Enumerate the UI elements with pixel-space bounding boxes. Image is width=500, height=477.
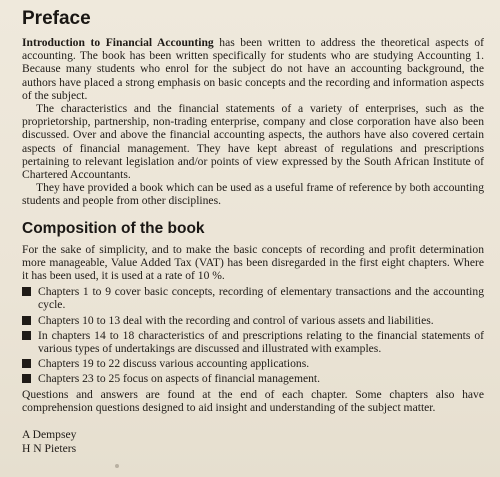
square-bullet-icon [22, 316, 31, 325]
list-item [22, 357, 484, 370]
list-item-text: Chapters 19 to 22 discuss various accounting applications. [38, 357, 310, 371]
square-bullet-icon [22, 374, 31, 383]
page-content [22, 6, 484, 455]
list-item-text: Chapters 10 to 13 deal with the recording and control of various assets and liabilities. [38, 313, 434, 327]
list-item [22, 372, 484, 385]
closing-paragraph: Questions and answers are found at the end of each chapter. Some chapters also have comprehension questions designed to aid insight and understanding of the subject matter. [22, 387, 484, 414]
list-item [22, 314, 484, 327]
list-item-text: Chapters 23 to 25 focus on aspects of financial management. [38, 372, 321, 386]
square-bullet-icon [22, 359, 31, 368]
list-item-text: Chapters 1 to 9 cover basic concepts, recording of elementary transactions and the accounting cycle. [38, 285, 484, 312]
composition-heading: Composition of the book [22, 219, 205, 237]
chapter-list [22, 285, 484, 385]
preface-paragraph-2: The characteristics and the financial statements of a variety of enterprises, such as the proprietorship, partnership, non-trading enterprise, company and close corporation have also been discussed. Over and above the financial accounting aspects, the authors have also covered certain aspects of financial management. They have kept abreast of regulations and prescriptions pertaining to relevant legislation and/or points of view expressed by the South African Institute of Chartered Accountants. [22, 102, 484, 182]
list-item [22, 285, 484, 311]
list-item [22, 329, 484, 355]
author-name: A Dempsey [22, 428, 77, 442]
list-item-text: In chapters 14 to 18 characteristics of and prescriptions relating to the financial statements of various types of undertakings are discussed and illustrated with examples. [38, 328, 484, 356]
book-title: Introduction to Financial Accounting [22, 36, 214, 49]
composition-intro: For the sake of simplicity, and to make the basic concepts of recording and profit determination more manageable, Value Added Tax (VAT) has been disregarded in the first eight chapters. Where it has been used, it is used at a rate of 10 %. [22, 242, 484, 283]
author-name: H N Pieters [22, 441, 77, 455]
square-bullet-icon [22, 331, 31, 340]
preface-paragraph-1 [22, 36, 484, 102]
preface-heading: Preface [22, 8, 91, 29]
preface-paragraph-3: They have provided a book which can be used as a useful frame of reference by both accounting students and people from other disciplines. [22, 181, 484, 208]
page-mark [115, 464, 119, 468]
author-signatures [22, 428, 484, 455]
square-bullet-icon [22, 287, 31, 296]
preface-paragraph-1-text: has been written to address the theoretical aspects of accounting. The book has been written specifically for students who are studying Accounting 1. Because many students who enrol for the subject do not have an accounting background, the authors have placed a strong emphasis on basic concepts and the recording and information aspects of the subject. [22, 36, 485, 102]
